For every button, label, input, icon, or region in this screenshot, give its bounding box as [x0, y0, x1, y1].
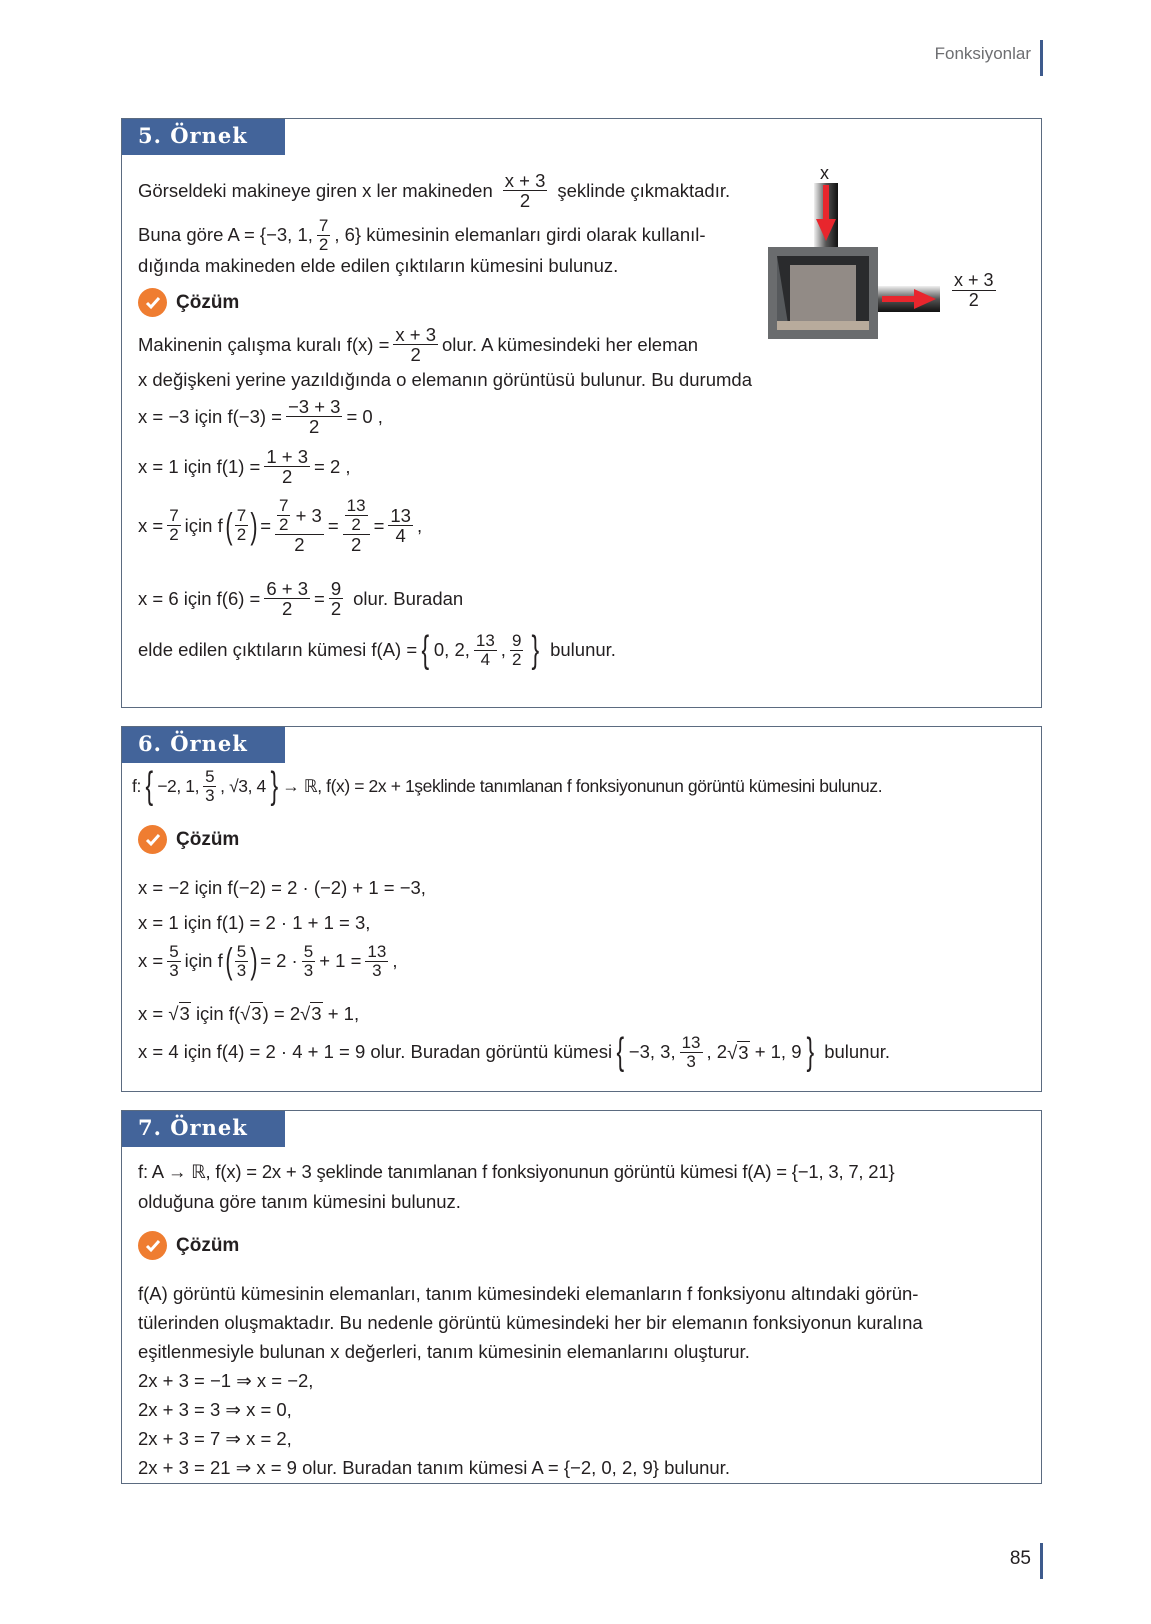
paragraph-line-2: tülerinden oluşmaktadır. Bu nedenle görüntü kümesindeki her bir elemanın fonksiyonun kuralına	[138, 1312, 923, 1333]
solution-heading: Çözüm	[138, 288, 239, 317]
right-arrow-icon	[882, 286, 938, 312]
machine-output-fraction: $\frac{x + 3}{2}$	[954, 270, 994, 310]
footer-rule	[1040, 1543, 1043, 1579]
example-7-box	[121, 1110, 1042, 1484]
down-arrow-icon	[814, 185, 838, 243]
machine-input-label: x	[820, 163, 829, 183]
equation-1: 2x + 3 = −1 ⇒ x = −2,	[138, 1370, 314, 1391]
question-line-1: Görseldeki makineye giren x ler makineden $\frac{x + 3}{2}$ şeklinde çıkmaktadır.	[138, 170, 731, 212]
check-icon	[138, 1231, 167, 1260]
solution-line-1: Makinenin çalışma kuralı f(x) = $\frac{x + 3}{2}$ olur. A kümesindeki her eleman	[138, 324, 699, 366]
question-line: f: { −2, 1, $\frac{5}{3}$ , √3, 4 } → ℝ, f(x) = 2x + 1şeklinde tanımlanan f fonksiyonunun görüntü kümesini bulunuz.	[132, 765, 883, 807]
question-line-1: f: A → ℝ, f(x) = 2x + 3 şeklinde tanımlanan f fonksiyonunun görüntü kümesi f(A) = {−1, 3, 7, 21}	[138, 1161, 895, 1182]
calc-line-5: x = 4 için f(4) = 2 · 4 + 1 = 9 olur. Buradan görüntü kümesi { −3, 3, $\frac{13}{3}$ , 2 √ 3 + 1, 9 } bulunur.	[138, 1031, 891, 1073]
paragraph-line-3: eşitlenmesiyle bulunan x değerleri, tanım kümesinin elemanlarını oluşturur.	[138, 1341, 750, 1362]
running-header: Fonksiyonlar	[934, 44, 1031, 63]
machine-body	[768, 247, 878, 339]
result-line: elde edilen çıktıların kümesi f(A) = { 0, 2, $\frac{13}{4}$ , $\frac{9}{2}$ } bulunur.	[138, 629, 616, 671]
question-line-3: dığında makineden elde edilen çıktıların kümesini bulunuz.	[138, 255, 619, 276]
calc-line-1: x = −2 için f(−2) = 2 · (−2) + 1 = −3,	[138, 877, 426, 898]
fraction: $\frac{x + 3}{2}$	[504, 170, 546, 212]
function-machine-illustration	[768, 159, 1038, 349]
question-line-2: Buna göre A = {−3, 1, $\frac{7}{2}$ , 6} kümesinin elemanları girdi olarak kullanıl-	[138, 216, 706, 254]
example-5-title: 5. Örnek	[122, 119, 285, 155]
calc-line-3: x = $\frac{5}{3}$ için f ( $\frac{5}{3}$ ) = 2 · $\frac{5}{3}$ + 1 = $\frac{13}{3}$ ,	[138, 940, 398, 982]
fraction: $\frac{7}{2}$	[318, 216, 329, 254]
equation-3: 2x + 3 = 7 ⇒ x = 2,	[138, 1428, 292, 1449]
question-line-2: olduğuna göre tanım kümesini bulunuz.	[138, 1191, 461, 1212]
check-icon	[138, 288, 167, 317]
calc-line-4: x = 6 için f(6) = $\frac{6 + 3}{2}$ = $\frac{9}{2}$ olur. Buradan	[138, 578, 464, 620]
page-number: 85	[1009, 1548, 1031, 1569]
calc-line-4: x = √ 3 için f( √ 3 ) = 2 √ 3 + 1,	[138, 1002, 360, 1024]
solution-heading: Çözüm	[138, 825, 239, 854]
calc-line-2: x = 1 için f(1) = $\frac{1 + 3}{2}$ = 2 ,	[138, 446, 351, 488]
header-rule	[1040, 40, 1043, 76]
equation-2: 2x + 3 = 3 ⇒ x = 0,	[138, 1399, 292, 1420]
example-6-box	[121, 726, 1042, 1092]
calc-line-1: x = −3 için f(−3) = $\frac{-3 + 3}{2}$ = 0 ,	[138, 396, 383, 438]
example-6-title: 6. Örnek	[122, 727, 285, 763]
check-icon	[138, 825, 167, 854]
example-5-box	[121, 118, 1042, 708]
calc-line-3: x = $\frac{7}{2}$ için f ( $\frac{7}{2}$ ) = $\frac{7}{2}$ + 3 2 = $\frac{\frac{13}{2}}{2}$ = $\frac{13}{4}$ ,	[138, 496, 423, 555]
calc-line-2: x = 1 için f(1) = 2 · 1 + 1 = 3,	[138, 912, 371, 933]
solution-heading: Çözüm	[138, 1231, 239, 1260]
example-7-title: 7. Örnek	[122, 1111, 285, 1147]
equation-4: 2x + 3 = 21 ⇒ x = 9 olur. Buradan tanım kümesi A = {−2, 0, 2, 9} bulunur.	[138, 1457, 730, 1478]
paragraph-line-1: f(A) görüntü kümesinin elemanları, tanım kümesindeki elemanların f fonksiyonu altındaki görün-	[138, 1283, 919, 1304]
solution-line-2: x değişkeni yerine yazıldığında o elemanın görüntüsü bulunur. Bu durumda	[138, 369, 752, 390]
